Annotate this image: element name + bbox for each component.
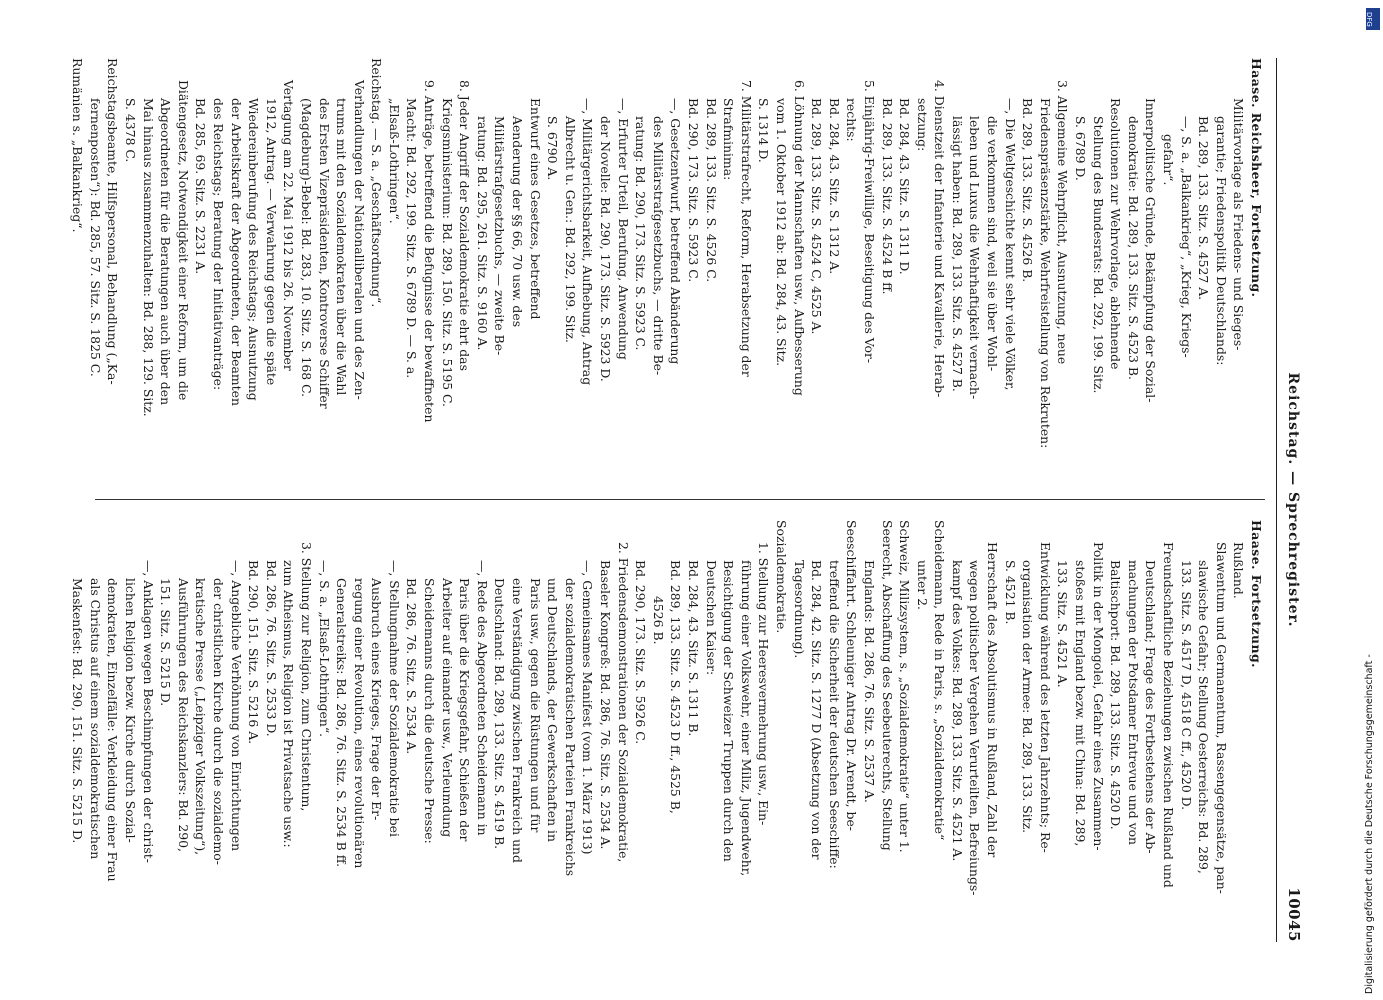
header-rule bbox=[1276, 58, 1277, 942]
index-line: der Novelle: Bd. 290, 173. Sitz. S. 5923 D. bbox=[598, 116, 614, 382]
index-line: Wiedereinberufung des Reichstags; Ausnutzung bbox=[246, 98, 262, 401]
index-line: Strafminima: bbox=[721, 98, 737, 181]
index-line: eine Verständigung zwischen Frankreich und bbox=[510, 578, 526, 863]
index-line: zum Atheismus, Religion ist Privatsache usw.: bbox=[281, 560, 297, 848]
index-line: lässigt haben: Bd. 289, 133. Sitz. S. 4527 B. bbox=[949, 116, 965, 392]
index-line: Haase. Fortsetzung. bbox=[1249, 520, 1264, 668]
index-line: 1. Stellung zur Heeresvermehrung usw., Ein- bbox=[756, 542, 772, 826]
running-title: Reichstag. — Sprechregister. bbox=[1285, 372, 1301, 628]
index-line: —, Stellungnahme der Sozialdemokratie bei bbox=[386, 560, 402, 837]
index-line: —, S. a. „Balkankrieg“, „Krieg, Kriegs- bbox=[1178, 116, 1194, 358]
index-line: —, Anklagen wegen Beschimpfungen der christ- bbox=[140, 560, 156, 863]
index-line: Bd. 290, 151. Sitz. S. 5216 A. bbox=[246, 560, 262, 745]
index-line: treffend die Sicherheit der deutschen Seeschiffe: bbox=[826, 560, 842, 869]
page-header bbox=[1279, 58, 1305, 942]
index-line: Reichstagsbeamte, Hilfspersonal, Behandlung („Ka- bbox=[105, 58, 121, 385]
index-line: Stellung des Bundesrats: Bd. 292, 199. Sitz. bbox=[1090, 116, 1106, 394]
index-line: der sozialdemokratischen Parteien Frankreichs bbox=[562, 578, 578, 877]
index-line: garantie; Friedenspolitik Deutschlands: bbox=[1213, 116, 1229, 366]
index-line: S. 1314 D. bbox=[756, 98, 772, 163]
index-line: 7. Militärstrafrecht, Reform, Herabsetzung der bbox=[738, 80, 754, 377]
index-line: trums mit den Sozialdemokraten über die Wahl bbox=[334, 98, 350, 396]
index-line: ratung: Bd. 290, 173. Sitz. S. 5923 C. bbox=[633, 116, 649, 351]
index-line: Seeschiffahrt. Schleuniger Antrag Dr. Arendt, be- bbox=[844, 520, 860, 831]
index-line: Bd. 284, 42. Sitz. S. 1277 D (Absetzung von der bbox=[809, 560, 825, 860]
index-line: S. 4521 B. bbox=[1002, 560, 1018, 625]
index-line: Scheidemann, Rede in Paris, s. „Sozialdemokratie“ bbox=[932, 520, 948, 841]
index-line: —, Gemeinsames Manifest (vom 1. März 1913) bbox=[580, 560, 596, 855]
left-column bbox=[70, 58, 1265, 480]
index-line: Diätengesetz, Notwendigkeit einer Reform, um die bbox=[175, 80, 191, 401]
index-line: Bd. 290, 173. Sitz. S. 5923 C. bbox=[686, 98, 701, 283]
index-line: 8. Jeder Angriff der Sozialdemokratie ehrt das bbox=[457, 80, 473, 371]
index-line: —, Angebliche Verhöhnung von Einrichtungen bbox=[228, 560, 244, 852]
index-line: Verhandlungen der Nationalliberalen und des Zen- bbox=[351, 80, 367, 400]
index-line: als Christus auf einem sozialdemokratischen bbox=[87, 578, 103, 860]
index-line: stoßes mit England bezw. mit China: Bd. 289, bbox=[1073, 560, 1089, 847]
index-line: demokraten, Einzelfälle: Verkleidung einer Frau bbox=[105, 578, 121, 882]
index-line: Sozialdemokratie. bbox=[773, 520, 789, 634]
index-line: 5. Einjährig-Freiwillige, Beseitigung des Vor- bbox=[861, 80, 877, 364]
index-line: Seerecht, Abschaffung des Seebeuterechts, Stellung bbox=[879, 520, 895, 851]
index-line: Englands: Bd. 286, 76. Sitz. S. 2537 A. bbox=[861, 560, 877, 803]
index-line: Ausführungen des Reichskanzlers: Bd. 290, bbox=[175, 578, 191, 852]
index-line: Schweiz, Milizsystem, s. „Sozialdemokratie“ unter 1. bbox=[897, 520, 913, 853]
index-line: und Deutschlands, der Gewerkschaften in bbox=[545, 578, 561, 842]
index-line: kratische Presse („Leipziger Volkszeitung“), bbox=[193, 578, 209, 856]
index-line: 133. Sitz. S. 4517 D, 4518 C ff., 4520 D. bbox=[1178, 560, 1194, 811]
index-line: Abgeordneten für die Beratungen auch über den bbox=[158, 98, 174, 406]
index-line: Scheidemanns durch die deutsche Presse: bbox=[422, 578, 438, 844]
index-line: Resolutionen zur Wehrvorlage, ablehnende bbox=[1108, 98, 1124, 370]
index-line: Bd. 290, 173. Sitz. S. 5926 C. bbox=[633, 560, 649, 745]
index-line: S. 4378 C. bbox=[123, 98, 138, 163]
index-line: Rußland. bbox=[1231, 542, 1247, 599]
index-line: Bd. 284, 43. Sitz. S. 1312 A. bbox=[826, 98, 842, 275]
index-line: Bd. 289, 133. Sitz. S. 4524 C, 4525 A. bbox=[809, 98, 825, 335]
index-line: des Reichstags; Beratung der Initiativanträge: bbox=[210, 98, 226, 391]
index-line: Deutschland; Frage des Fortbestehens der Ab- bbox=[1143, 560, 1159, 854]
index-line: Bd. 284, 43. Sitz. S. 1311 D. bbox=[897, 98, 913, 275]
index-line: leben und Luxus die Wehrhaftigkeit vernach- bbox=[967, 116, 983, 400]
index-line: Arbeiter auf einander usw., Verleumdung bbox=[439, 578, 455, 838]
index-line: Bd. 289, 133. Sitz. S. 4526 C. bbox=[703, 98, 719, 283]
index-line: 4. Dienstzeit der Infanterie und Kavallerie, Herab- bbox=[932, 80, 948, 398]
index-line: 2. Friedensdemonstrationen der Sozialdemokratie, bbox=[615, 542, 631, 863]
page-number: 10045 bbox=[1285, 887, 1303, 942]
right-column bbox=[70, 520, 1265, 942]
index-line: Deutschland: Bd. 289, 133. Sitz. S. 4519 B. bbox=[492, 578, 508, 850]
index-line: Bd. 286, 76. Sitz. S. 2534 A. bbox=[404, 578, 420, 755]
index-line: Bd. 286, 76. Sitz. S. 2533 D. bbox=[263, 560, 279, 737]
index-line: Entwurf eines Gesetzes, betreffend bbox=[527, 98, 543, 320]
index-line: Kriegsministerium: Bd. 289, 150. Sitz. S. 5195 C. bbox=[439, 98, 455, 407]
index-line: Baseler Kongreß: Bd. 286, 76. Sitz. S. 2534 A. bbox=[598, 560, 614, 850]
index-line: regung einer Revolution, eines revolutionären bbox=[351, 578, 367, 869]
index-line: vom 1. Oktober 1912 ab: Bd. 284, 43. Sitz. bbox=[773, 98, 789, 367]
index-line: Bd. 284, 43. Sitz. S. 1311 B. bbox=[686, 560, 701, 737]
index-line: Aenderung der §§ 66, 70 usw. des bbox=[510, 116, 526, 328]
index-line: Rumänien s. „Balkankrieg“. bbox=[70, 58, 86, 233]
index-line: lichen Religion bezw. Kirche durch Sozial- bbox=[123, 578, 138, 843]
index-line: 151. Sitz. S. 5215 D. bbox=[158, 578, 174, 707]
index-line: gefahr“. bbox=[1161, 134, 1177, 186]
index-line: Maskenfest: Bd. 290, 151. Sitz. S. 5215 D. bbox=[70, 578, 86, 844]
index-line: 3. Stellung zur Religion, zum Christentum, bbox=[298, 542, 314, 812]
index-line: Militärvorlage als Friedens- und Sieges- bbox=[1231, 98, 1247, 351]
index-line: setzung: bbox=[914, 98, 930, 152]
index-line: Vertagung am 22. Mai 1912 bis 26. November bbox=[281, 80, 297, 371]
index-line: 4526 B. bbox=[650, 596, 666, 645]
index-line: —, Gesetzentwurf, betreffend Abänderung bbox=[668, 98, 684, 365]
index-line: S. 6789 D. bbox=[1073, 116, 1089, 181]
index-line: —, S. a. „Elsaß-Lothringen“. bbox=[316, 560, 332, 738]
rotated-page-content bbox=[70, 58, 1305, 942]
index-line: Bd. 289, 133. Sitz. S. 4523 D ff., 4525 B, bbox=[668, 560, 684, 814]
index-line: des Ersten Vizepräsidenten, Kontroverse Schiffer bbox=[316, 98, 332, 409]
index-line: Bd. 289, 133. Sitz. S. 4527 A. bbox=[1196, 116, 1212, 301]
index-line: —, Rede des Abgeordneten Scheidemann in bbox=[474, 560, 490, 836]
index-line: (Magdeburg)-Bebel: Bd. 283, 10. Sitz. S. 168 C. bbox=[298, 98, 314, 398]
index-line: der christlichen Kirche durch die sozialdemo- bbox=[210, 578, 226, 865]
index-line: Friedenspräsenzstärke, Wehrfreistellung von Rekruten: bbox=[1037, 98, 1053, 449]
index-line: die verkommen sind, weil sie über Wohl- bbox=[985, 116, 1001, 372]
index-line: des Militärstrafgesetzbuchs, — dritte Be- bbox=[650, 116, 666, 376]
index-line: demokratie: Bd. 289, 133. Sitz. S. 4523 B. bbox=[1125, 116, 1141, 380]
index-line: slawische Gefahr; Stellung Oesterreichs: Bd. 289, bbox=[1196, 560, 1212, 874]
index-line: 9. Anträge, betreffend die Befugnisse der bewaffneten bbox=[422, 80, 438, 423]
index-line: —, Die Weltgeschichte kennt sehr viele Völker, bbox=[1002, 98, 1018, 391]
index-line: Mai hinaus zusammenzuhalten: Bd. 288, 129. Sitz. bbox=[140, 98, 156, 417]
index-line: organisation der Armee: Bd. 289, 133. Sitz. bbox=[1020, 560, 1036, 834]
index-line: Baltischport: Bd. 289, 133. Sitz. S. 4520 D. bbox=[1108, 560, 1124, 830]
index-line: 133. Sitz. S. 4521 A. bbox=[1055, 560, 1071, 688]
index-line: Entwicklung während des letzten Jahrzehnts; Re- bbox=[1037, 542, 1053, 853]
index-line: unter 2. bbox=[914, 560, 930, 610]
digitization-credit: Digitalisierung gefördert durch die Deutsche Forschungsgemeinschaft - bbox=[1364, 654, 1375, 994]
index-line: —, Militärgerichtsbarkeit, Aufhebung, Antrag bbox=[580, 98, 596, 386]
column-separator bbox=[95, 499, 1265, 500]
index-line: Paris usw., gegen die Rüstungen und für bbox=[527, 578, 543, 833]
index-line: kampf des Volkes: Bd. 289, 133. Sitz. S. 4521 A. bbox=[949, 560, 965, 862]
index-line: Generalstreiks: Bd. 286, 76. Sitz. S. 2534 B ff. bbox=[334, 578, 350, 868]
index-line: 1912, Antrag. — Verwahrung gegen die späte bbox=[263, 98, 279, 386]
index-line: Politik in der Mongolei, Gefahr eines Zusammen- bbox=[1090, 542, 1106, 851]
index-line: S. 6790 A. bbox=[545, 116, 561, 181]
index-line: Herrschaft des Absolutismus in Rußland, Zahl der bbox=[985, 542, 1001, 858]
index-line: Besichtigung der Schweizer Truppen durch den bbox=[721, 560, 737, 862]
index-line: Haase. Reichsheer, Fortsetzung. bbox=[1249, 58, 1264, 298]
index-line: „Elsaß-Lothringen“. bbox=[386, 98, 402, 224]
index-line: Albrecht u. Gen.: Bd. 292, 199. Sitz. bbox=[562, 116, 578, 343]
index-line: Freundschaftliche Beziehungen zwischen Rußland und bbox=[1161, 542, 1177, 888]
index-line: Bd. 289, 133. Sitz. S. 4526 B. bbox=[1020, 98, 1036, 283]
index-line: Paris über die Kriegsgefahr, Schießen der bbox=[457, 578, 473, 842]
index-line: Tagesordnung). bbox=[791, 560, 807, 659]
index-line: Deutschen Kaiser: bbox=[703, 560, 719, 676]
index-line: Slawentum und Germanentum, Rassengegensätze, pan- bbox=[1213, 542, 1229, 894]
index-line: der Arbeitskraft der Abgeordneten, der Beamten bbox=[228, 98, 244, 406]
index-line: rechts: bbox=[844, 98, 860, 142]
index-line: Macht: Bd. 292, 199. Sitz. S. 6789 D. — S. a. bbox=[404, 98, 420, 379]
index-line: Bd. 289, 133. Sitz. S. 4524 B ff. bbox=[879, 98, 895, 295]
index-line: fernenposten“): Bd. 285, 57. Sitz. S. 1825 C. bbox=[87, 98, 103, 377]
dfg-logo: DFG bbox=[1366, 8, 1380, 30]
index-line: Reichstag. — S. a. „Geschäftsordnung“. bbox=[369, 58, 385, 308]
index-line: machungen der Potsdamer Entrevue und von bbox=[1125, 560, 1141, 846]
index-line: wegen politischer Vergehen Verurteilten, Befreiungs- bbox=[967, 560, 983, 896]
index-line: ratung: Bd. 295, 261. Sitz. S. 9160 A. bbox=[474, 116, 490, 351]
index-line: 3. Allgemeine Wehrpflicht, Ausnutzung, neue bbox=[1055, 80, 1071, 365]
index-line: führung einer Volkswehr, einer Miliz, Jugendwehr, bbox=[738, 560, 754, 877]
index-line: 6. Löhnung der Mannschaften usw., Aufbesserung bbox=[791, 80, 807, 396]
index-line: Ausbruch eines Krieges, Frage der Er- bbox=[369, 578, 385, 821]
index-line: Militärstrafgesetzbuchs, — zweite Be- bbox=[492, 116, 508, 356]
index-line: —, Erfurter Urteil, Berufung, Anwendung bbox=[615, 98, 631, 360]
index-line: Bd. 285, 69. Sitz. S. 2231 A. bbox=[193, 98, 209, 275]
index-line: Innerpolitische Gründe, Bekämpfung der Sozial- bbox=[1143, 98, 1159, 403]
